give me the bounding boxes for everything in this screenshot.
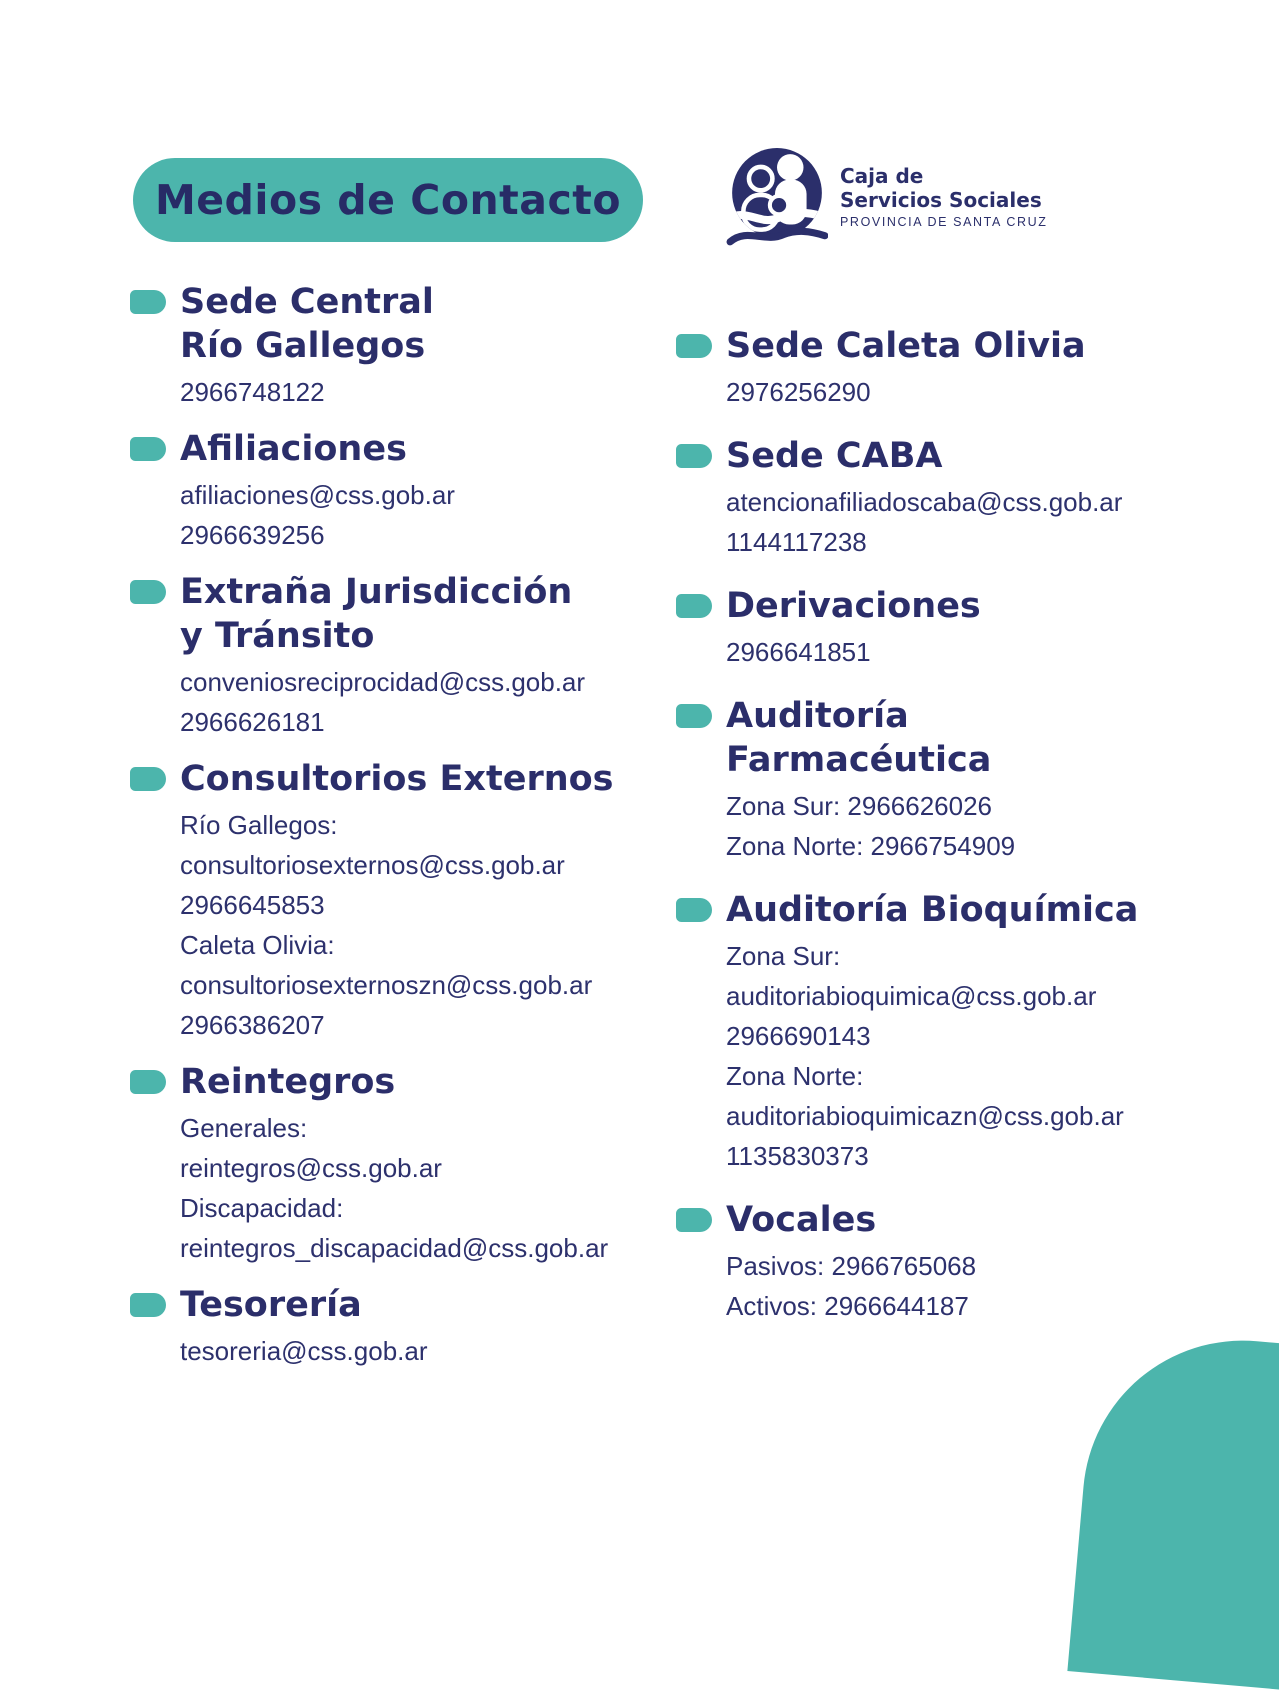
section-title: Derivaciones	[726, 586, 981, 626]
bullet-icon	[130, 767, 166, 791]
email-address: reintegros@css.gob.ar	[180, 1153, 442, 1183]
phone-number: 2966748122	[180, 377, 325, 407]
contact-section-vocales	[676, 1198, 1256, 1326]
phone-number: Activos: 2966644187	[726, 1291, 969, 1321]
detail-label: Generales:	[180, 1113, 308, 1143]
bullet-icon	[676, 1208, 712, 1232]
org-logo	[726, 146, 1047, 250]
bullet-icon	[130, 1293, 166, 1317]
phone-number: 2966641851	[726, 637, 871, 667]
page-title: Medios de Contacto	[154, 176, 622, 224]
section-title: Sede Caleta Olivia	[726, 326, 1086, 366]
bullet-icon	[676, 444, 712, 468]
org-name	[840, 164, 1047, 232]
email-address: tesoreria@css.gob.ar	[180, 1336, 428, 1366]
bullet-icon	[130, 1070, 166, 1094]
phone-number: 1144117238	[726, 527, 867, 557]
section-title: Auditoría Farmacéutica	[726, 696, 992, 780]
email-address: reintegros_discapacidad@css.gob.ar	[180, 1233, 609, 1263]
email-address: auditoriabioquimicazn@css.gob.ar	[726, 1101, 1124, 1131]
bullet-icon	[676, 594, 712, 618]
phone-number: 2966690143	[726, 1021, 871, 1051]
contact-section-sede-caba	[676, 434, 1256, 562]
contact-section-afiliaciones	[130, 427, 675, 555]
email-address: auditoriabioquimica@css.gob.ar	[726, 981, 1097, 1011]
phone-number: 1135830373	[726, 1141, 869, 1171]
org-name-line2: Servicios Sociales	[840, 188, 1042, 212]
section-title: Reintegros	[180, 1062, 396, 1102]
phone-number: Pasivos: 2966765068	[726, 1251, 977, 1281]
bullet-icon	[130, 580, 166, 604]
title-banner	[133, 158, 643, 242]
contact-section-reintegros	[130, 1060, 675, 1268]
contact-section-auditoria-farmaceutica	[676, 694, 1256, 866]
family-icon	[726, 146, 828, 250]
contact-section-tesoreria	[130, 1283, 675, 1371]
email-address: consultoriosexternoszn@css.gob.ar	[180, 970, 593, 1000]
detail-label: Río Gallegos:	[180, 810, 338, 840]
section-title: Consultorios Externos	[180, 759, 614, 799]
phone-number: Zona Sur: 2966626026	[726, 791, 992, 821]
email-address: afiliaciones@css.gob.ar	[180, 480, 455, 510]
email-address: conveniosreciprocidad@css.gob.ar	[180, 667, 586, 697]
section-title: Afiliaciones	[180, 429, 407, 469]
bullet-icon	[676, 898, 712, 922]
phone-number: 2966639256	[180, 520, 325, 550]
bullet-icon	[130, 437, 166, 461]
email-address: atencionafiliadoscaba@css.gob.ar	[726, 487, 1123, 517]
phone-number: Zona Norte: 2966754909	[726, 831, 1016, 861]
bullet-icon	[676, 334, 712, 358]
phone-number: 2966626181	[180, 707, 325, 737]
bullet-icon	[130, 290, 166, 314]
detail-label: Caleta Olivia:	[180, 930, 335, 960]
email-address: consultoriosexternos@css.gob.ar	[180, 850, 565, 880]
section-title: Sede Central Río Gallegos	[180, 282, 434, 366]
detail-label: Zona Norte:	[726, 1061, 864, 1091]
detail-label: Zona Sur:	[726, 941, 841, 971]
contact-column-left	[130, 280, 675, 1386]
org-name-line1: Caja de	[840, 164, 924, 188]
contact-section-derivaciones	[676, 584, 1256, 672]
corner-decoration	[1067, 1327, 1279, 1689]
org-subtitle: PROVINCIA DE SANTA CRUZ	[840, 215, 1048, 229]
section-title: Sede CABA	[726, 436, 943, 476]
section-title: Auditoría Bioquímica	[726, 890, 1139, 930]
contact-section-sede-caleta-olivia	[676, 324, 1256, 412]
contact-section-extrana-jurisdiccion	[130, 570, 675, 742]
phone-number: 2966386207	[180, 1010, 325, 1040]
contact-column-right	[676, 324, 1256, 1348]
section-title: Vocales	[726, 1200, 877, 1240]
phone-number: 2966645853	[180, 890, 325, 920]
contact-section-consultorios-externos	[130, 757, 675, 1045]
phone-number: 2976256290	[726, 377, 871, 407]
section-title: Extraña Jurisdicción y Tránsito	[180, 572, 573, 656]
detail-label: Discapacidad:	[180, 1193, 344, 1223]
bullet-icon	[676, 704, 712, 728]
contact-section-auditoria-bioquimica	[676, 888, 1256, 1176]
contact-section-sede-central	[130, 280, 675, 412]
section-title: Tesorería	[180, 1285, 362, 1325]
